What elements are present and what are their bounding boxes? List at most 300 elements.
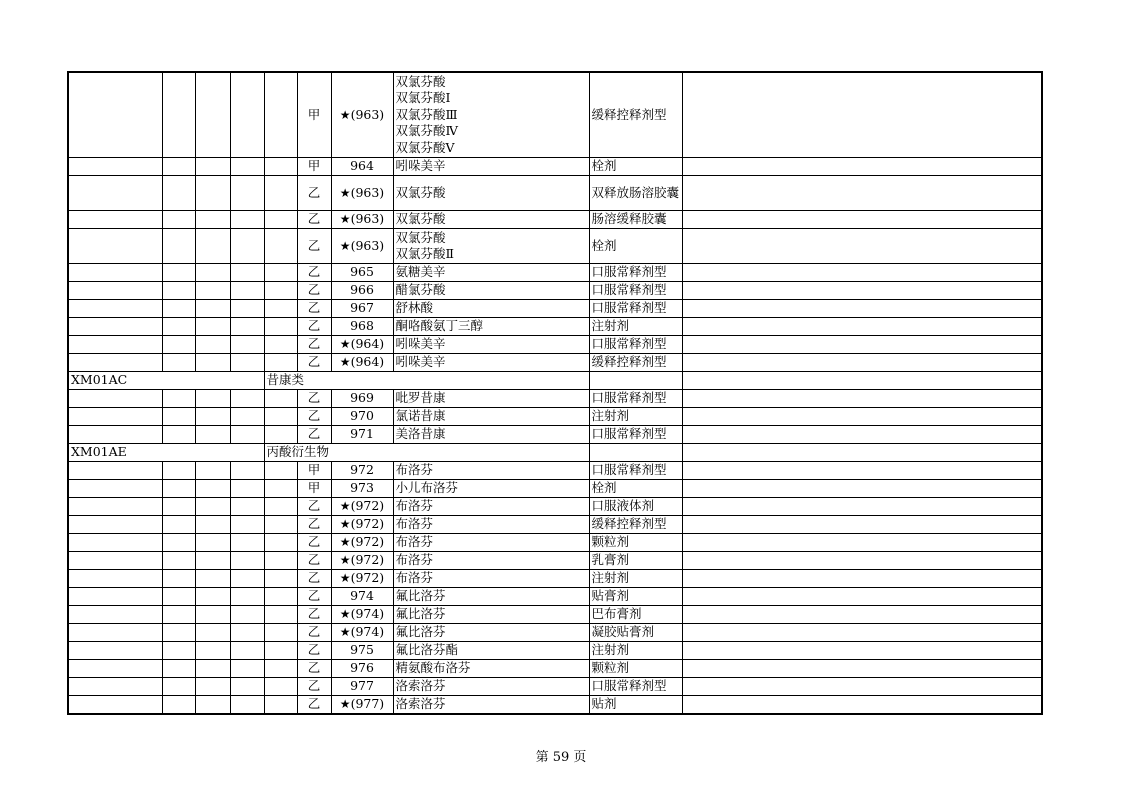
class-cell: 乙 xyxy=(297,642,331,660)
drug-name: 布洛芬 xyxy=(395,462,434,478)
drug-row xyxy=(68,408,1042,426)
level-cell xyxy=(230,498,264,516)
level-cell xyxy=(195,158,230,176)
level-cell xyxy=(162,229,195,264)
dosage-cell: 口服常释剂型 xyxy=(589,300,682,318)
drug-name-cell xyxy=(393,570,589,588)
drug-row xyxy=(68,696,1042,715)
level-cell xyxy=(264,642,297,660)
level-cell xyxy=(264,229,297,264)
drug-number: (977) xyxy=(350,696,385,712)
code-cell xyxy=(68,624,162,642)
note-cell xyxy=(682,408,1042,426)
category-code-cell: XM01AC xyxy=(68,372,264,390)
class-cell: 乙 xyxy=(297,390,331,408)
drug-number: 976 xyxy=(350,660,374,676)
note-cell xyxy=(682,318,1042,336)
level-cell xyxy=(195,72,230,158)
drug-row xyxy=(68,264,1042,282)
category-row xyxy=(68,444,1042,462)
level-cell xyxy=(230,480,264,498)
drug-row xyxy=(68,660,1042,678)
drug-number: 974 xyxy=(350,588,374,604)
drug-number: 965 xyxy=(350,264,374,280)
number-cell xyxy=(331,480,393,498)
level-cell xyxy=(264,462,297,480)
class-cell: 乙 xyxy=(297,570,331,588)
number-cell xyxy=(331,158,393,176)
level-cell xyxy=(162,498,195,516)
code-cell xyxy=(68,516,162,534)
number-cell xyxy=(331,696,393,715)
level-cell xyxy=(195,282,230,300)
number-cell xyxy=(331,300,393,318)
drug-number: (963) xyxy=(350,184,385,200)
drug-number: 966 xyxy=(350,282,374,298)
code-cell xyxy=(68,588,162,606)
code-cell xyxy=(68,660,162,678)
star-icon: ★ xyxy=(339,355,351,370)
dosage-cell: 缓释控释剂型 xyxy=(589,72,682,158)
drug-name: 布洛芬 xyxy=(395,534,434,550)
drug-name-cell xyxy=(393,318,589,336)
level-cell xyxy=(195,498,230,516)
level-cell xyxy=(230,211,264,229)
drug-name-cell xyxy=(393,408,589,426)
class-cell: 乙 xyxy=(297,588,331,606)
drug-name: 布洛芬 xyxy=(395,516,434,532)
level-cell xyxy=(162,606,195,624)
level-cell xyxy=(264,72,297,158)
dosage-cell: 乳膏剂 xyxy=(589,552,682,570)
level-cell xyxy=(264,570,297,588)
level-cell xyxy=(264,606,297,624)
dosage-cell: 缓释控释剂型 xyxy=(589,354,682,372)
level-cell xyxy=(264,336,297,354)
drug-name-cell xyxy=(393,552,589,570)
drug-number: (972) xyxy=(350,552,385,568)
drug-name-cell xyxy=(393,606,589,624)
class-cell: 乙 xyxy=(297,176,331,211)
drug-name-cell xyxy=(393,264,589,282)
drug-row xyxy=(68,642,1042,660)
drug-number: 970 xyxy=(350,408,374,424)
note-cell xyxy=(682,336,1042,354)
drug-row xyxy=(68,606,1042,624)
note-cell xyxy=(682,660,1042,678)
table-body xyxy=(68,72,1042,714)
star-icon: ★ xyxy=(339,607,351,622)
number-cell xyxy=(331,624,393,642)
code-cell xyxy=(68,158,162,176)
dosage-cell: 肠溶缓释胶囊 xyxy=(589,211,682,229)
class-cell: 乙 xyxy=(297,300,331,318)
note-cell xyxy=(682,552,1042,570)
level-cell xyxy=(162,624,195,642)
level-cell xyxy=(195,336,230,354)
star-icon: ★ xyxy=(339,535,351,550)
level-cell xyxy=(162,570,195,588)
number-cell xyxy=(331,642,393,660)
level-cell xyxy=(264,300,297,318)
level-cell xyxy=(162,300,195,318)
code-cell xyxy=(68,552,162,570)
level-cell xyxy=(264,516,297,534)
star-icon: ★ xyxy=(339,499,351,514)
code-cell xyxy=(68,408,162,426)
level-cell xyxy=(195,516,230,534)
class-cell: 乙 xyxy=(297,318,331,336)
level-cell xyxy=(264,498,297,516)
dosage-cell: 口服常释剂型 xyxy=(589,462,682,480)
level-cell xyxy=(195,318,230,336)
level-cell xyxy=(195,300,230,318)
drug-name: 双氯芬酸Ⅳ xyxy=(395,123,458,139)
number-cell xyxy=(331,498,393,516)
drug-number: 975 xyxy=(350,642,374,658)
level-cell xyxy=(195,624,230,642)
level-cell xyxy=(230,678,264,696)
code-cell xyxy=(68,480,162,498)
class-cell: 甲 xyxy=(297,462,331,480)
class-cell: 乙 xyxy=(297,660,331,678)
drug-name: 布洛芬 xyxy=(395,498,434,514)
level-cell xyxy=(195,588,230,606)
class-cell: 乙 xyxy=(297,678,331,696)
drug-number: 977 xyxy=(350,678,374,694)
drug-name-cell xyxy=(393,696,589,715)
drug-name-cell xyxy=(393,588,589,606)
note-cell xyxy=(682,678,1042,696)
drug-name: 氟比洛芬 xyxy=(395,606,446,622)
level-cell xyxy=(264,390,297,408)
class-cell: 乙 xyxy=(297,606,331,624)
drug-row xyxy=(68,678,1042,696)
note-cell xyxy=(682,229,1042,264)
code-cell xyxy=(68,678,162,696)
class-cell: 乙 xyxy=(297,408,331,426)
level-cell xyxy=(162,336,195,354)
level-cell xyxy=(264,660,297,678)
drug-name-cell xyxy=(393,534,589,552)
code-cell xyxy=(68,336,162,354)
level-cell xyxy=(230,336,264,354)
star-icon: ★ xyxy=(339,107,351,122)
class-cell: 乙 xyxy=(297,282,331,300)
code-cell xyxy=(68,498,162,516)
number-cell xyxy=(331,354,393,372)
note-cell xyxy=(682,696,1042,715)
number-cell xyxy=(331,462,393,480)
drug-name: 精氨酸布洛芬 xyxy=(395,660,471,676)
level-cell xyxy=(162,462,195,480)
level-cell xyxy=(195,570,230,588)
drug-number: 968 xyxy=(350,318,374,334)
level-cell xyxy=(230,390,264,408)
level-cell xyxy=(264,678,297,696)
level-cell xyxy=(230,696,264,715)
note-cell xyxy=(682,570,1042,588)
number-cell xyxy=(331,211,393,229)
level-cell xyxy=(264,282,297,300)
level-cell xyxy=(162,354,195,372)
number-cell xyxy=(331,282,393,300)
drug-name: 醋氯芬酸 xyxy=(395,282,446,298)
drug-row xyxy=(68,516,1042,534)
level-cell xyxy=(162,176,195,211)
dosage-cell xyxy=(589,372,682,390)
level-cell xyxy=(230,300,264,318)
drug-number: (963) xyxy=(350,106,385,122)
note-cell xyxy=(682,158,1042,176)
drug-row xyxy=(68,552,1042,570)
note-cell xyxy=(682,282,1042,300)
level-cell xyxy=(264,696,297,715)
class-cell: 乙 xyxy=(297,229,331,264)
star-icon: ★ xyxy=(339,212,351,227)
code-cell xyxy=(68,176,162,211)
level-cell xyxy=(162,158,195,176)
code-cell xyxy=(68,300,162,318)
level-cell xyxy=(230,516,264,534)
class-cell: 乙 xyxy=(297,516,331,534)
category-code-cell: XM01AE xyxy=(68,444,264,462)
drug-number: (974) xyxy=(350,624,385,640)
category-name-cell: 昔康类 xyxy=(264,372,589,390)
level-cell xyxy=(162,211,195,229)
code-cell xyxy=(68,570,162,588)
dosage-cell: 栓剂 xyxy=(589,229,682,264)
note-cell xyxy=(682,211,1042,229)
drug-name-cell xyxy=(393,300,589,318)
drug-number: 971 xyxy=(350,426,374,442)
level-cell xyxy=(264,534,297,552)
star-icon: ★ xyxy=(339,571,351,586)
code-cell xyxy=(68,211,162,229)
drug-name: 双氯芬酸 xyxy=(395,229,446,245)
dosage-cell: 口服常释剂型 xyxy=(589,282,682,300)
dosage-cell: 口服液体剂 xyxy=(589,498,682,516)
drug-name: 双氯芬酸 xyxy=(395,211,446,227)
level-cell xyxy=(162,318,195,336)
number-cell xyxy=(331,606,393,624)
drug-name-cell xyxy=(393,678,589,696)
level-cell xyxy=(162,696,195,715)
class-cell: 乙 xyxy=(297,426,331,444)
drug-name-cell xyxy=(393,176,589,211)
level-cell xyxy=(230,426,264,444)
level-cell xyxy=(195,408,230,426)
note-cell xyxy=(682,390,1042,408)
star-icon: ★ xyxy=(339,337,351,352)
drug-name-cell xyxy=(393,282,589,300)
level-cell xyxy=(195,678,230,696)
drug-number: (963) xyxy=(350,237,385,253)
drug-row xyxy=(68,390,1042,408)
dosage-cell: 贴膏剂 xyxy=(589,588,682,606)
note-cell xyxy=(682,588,1042,606)
note-cell xyxy=(682,480,1042,498)
level-cell xyxy=(195,462,230,480)
note-cell xyxy=(682,624,1042,642)
level-cell xyxy=(230,408,264,426)
drug-name: 双氯芬酸Ⅴ xyxy=(395,139,455,155)
drug-number: 967 xyxy=(350,300,374,316)
level-cell xyxy=(195,606,230,624)
code-cell xyxy=(68,534,162,552)
level-cell xyxy=(230,176,264,211)
level-cell xyxy=(162,660,195,678)
note-cell xyxy=(682,498,1042,516)
drug-name-cell xyxy=(393,660,589,678)
drug-name: 双氯芬酸Ⅰ xyxy=(395,90,451,106)
level-cell xyxy=(230,282,264,300)
level-cell xyxy=(162,642,195,660)
number-cell xyxy=(331,534,393,552)
number-cell xyxy=(331,426,393,444)
drug-name-cell xyxy=(393,158,589,176)
level-cell xyxy=(195,552,230,570)
star-icon: ★ xyxy=(339,625,351,640)
level-cell xyxy=(230,534,264,552)
drug-row xyxy=(68,588,1042,606)
code-cell xyxy=(68,606,162,624)
drug-name: 吲哚美辛 xyxy=(395,336,446,352)
level-cell xyxy=(195,354,230,372)
drug-number: (972) xyxy=(350,498,385,514)
drug-name-cell xyxy=(393,498,589,516)
page-number: 第 59 页 xyxy=(535,750,587,765)
drug-row xyxy=(68,229,1042,264)
drug-name: 吲哚美辛 xyxy=(395,158,446,174)
drug-name: 双氯芬酸Ⅱ xyxy=(395,246,454,261)
drug-name: 布洛芬 xyxy=(395,570,434,586)
drug-name-cell xyxy=(393,426,589,444)
level-cell xyxy=(162,390,195,408)
drug-name: 吡罗昔康 xyxy=(395,390,446,406)
dosage-cell: 口服常释剂型 xyxy=(589,264,682,282)
level-cell xyxy=(230,624,264,642)
level-cell xyxy=(264,211,297,229)
class-cell: 甲 xyxy=(297,72,331,158)
class-cell: 乙 xyxy=(297,552,331,570)
class-cell: 甲 xyxy=(297,480,331,498)
drug-name-cell xyxy=(393,462,589,480)
drug-name: 氨糖美辛 xyxy=(395,264,446,280)
drug-row xyxy=(68,624,1042,642)
drug-name-cell xyxy=(393,480,589,498)
level-cell xyxy=(162,534,195,552)
level-cell xyxy=(264,624,297,642)
drug-row xyxy=(68,176,1042,211)
level-cell xyxy=(230,552,264,570)
level-cell xyxy=(162,552,195,570)
drug-row xyxy=(68,282,1042,300)
dosage-cell: 巴布膏剂 xyxy=(589,606,682,624)
drug-row xyxy=(68,462,1042,480)
level-cell xyxy=(230,72,264,158)
drug-name: 酮咯酸氨丁三醇 xyxy=(395,318,484,334)
drug-name: 氟比洛芬酯 xyxy=(395,642,459,658)
class-cell: 乙 xyxy=(297,534,331,552)
note-cell xyxy=(682,534,1042,552)
dosage-cell: 注射剂 xyxy=(589,642,682,660)
drug-name: 氟比洛芬 xyxy=(395,588,446,604)
level-cell xyxy=(162,264,195,282)
number-cell xyxy=(331,336,393,354)
code-cell xyxy=(68,642,162,660)
class-cell: 甲 xyxy=(297,158,331,176)
class-cell: 乙 xyxy=(297,498,331,516)
dosage-cell: 注射剂 xyxy=(589,570,682,588)
drug-number: 972 xyxy=(350,462,374,478)
drug-number: (972) xyxy=(350,570,385,586)
level-cell xyxy=(162,480,195,498)
dosage-cell: 颗粒剂 xyxy=(589,534,682,552)
drug-row xyxy=(68,570,1042,588)
number-cell xyxy=(331,408,393,426)
drug-number: (964) xyxy=(350,336,385,352)
note-cell xyxy=(682,264,1042,282)
note-cell xyxy=(682,72,1042,158)
level-cell xyxy=(264,408,297,426)
level-cell xyxy=(264,318,297,336)
star-icon: ★ xyxy=(339,553,351,568)
drug-name: 吲哚美辛 xyxy=(395,354,446,370)
drug-name-cell xyxy=(393,390,589,408)
drug-name-cell xyxy=(393,229,589,264)
dosage-cell: 缓释控释剂型 xyxy=(589,516,682,534)
level-cell xyxy=(162,588,195,606)
number-cell xyxy=(331,176,393,211)
level-cell xyxy=(162,426,195,444)
note-cell xyxy=(682,642,1042,660)
dosage-cell: 注射剂 xyxy=(589,408,682,426)
note-cell xyxy=(682,516,1042,534)
dosage-cell: 颗粒剂 xyxy=(589,660,682,678)
note-cell xyxy=(682,462,1042,480)
star-icon: ★ xyxy=(339,185,351,200)
drug-name: 双氯芬酸 xyxy=(395,184,446,200)
drug-number: 969 xyxy=(350,390,374,406)
dosage-cell: 栓剂 xyxy=(589,480,682,498)
drug-name: 小儿布洛芬 xyxy=(395,480,459,496)
note-cell xyxy=(682,372,1042,390)
level-cell xyxy=(230,264,264,282)
drug-name: 双氯芬酸 xyxy=(395,73,446,89)
dosage-cell: 口服常释剂型 xyxy=(589,390,682,408)
class-cell: 乙 xyxy=(297,211,331,229)
level-cell xyxy=(162,72,195,158)
drug-name-cell xyxy=(393,211,589,229)
drug-row xyxy=(68,318,1042,336)
drug-name: 氟比洛芬 xyxy=(395,624,446,640)
drug-name-cell xyxy=(393,516,589,534)
category-name-cell: 丙酸衍生物 xyxy=(264,444,589,462)
drug-row xyxy=(68,211,1042,229)
drug-name-cell xyxy=(393,624,589,642)
level-cell xyxy=(230,660,264,678)
note-cell xyxy=(682,354,1042,372)
level-cell xyxy=(264,264,297,282)
code-cell xyxy=(68,229,162,264)
level-cell xyxy=(162,516,195,534)
star-icon: ★ xyxy=(339,238,351,253)
drug-row xyxy=(68,300,1042,318)
level-cell xyxy=(162,408,195,426)
category-row xyxy=(68,372,1042,390)
number-cell xyxy=(331,264,393,282)
